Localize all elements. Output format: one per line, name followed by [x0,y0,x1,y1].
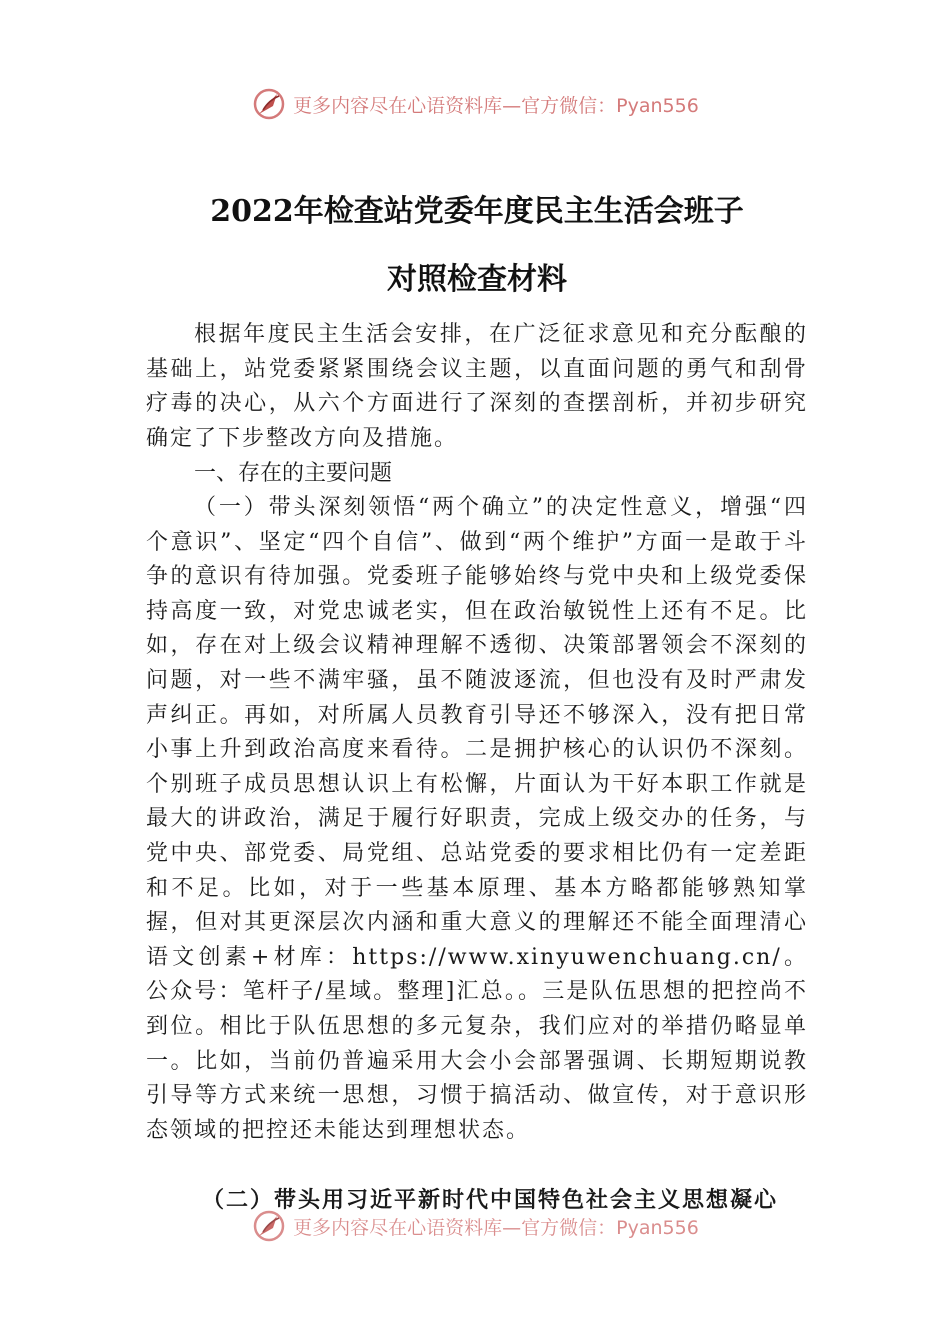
feather-logo-icon [251,86,287,122]
footer-watermark [0,1208,950,1244]
document-title-line1: 2022年检查站党委年度民主生活会班子 [210,194,744,229]
header-watermark [0,86,950,122]
section1-heading: 一、存在的主要问题 [194,461,393,486]
section1-sub2-heading: （二）带头用习近平新时代中国特色社会主义思想凝心 [202,1187,779,1213]
watermark-text: 更多内容尽在心语资料库—官方微信：Pyan556 [293,94,699,117]
feather-logo-icon [251,1208,287,1244]
intro-paragraph: 根据年度民主生活会安排，在广泛征求意见和充分酝酿的基础上，站党委紧紧围绕会议主题，以直面问题的勇气和刮骨疗毒的决心，从六个方面进行了深刻的查摆剖析，并初步研究确定了下步整改方向及措施。 [146,322,808,451]
watermark-text: 更多内容尽在心语资料库—官方微信：Pyan556 [293,1216,699,1239]
document-title-line2: 对照检查材料 [387,262,567,297]
section1-paragraph1: （一）带头深刻领悟“两个确立”的决定性意义，增强“四个意识”、坚定“四个自信”、做到“两个维护”方面一是敢于斗争的意识有待加强。党委班子能够始终与党中央和上级党委保持高度一致，对党忠诚老实，但在政治敏锐性上还有不足。比如，存在对上级会议精神理解不透彻、决策部署领会不深刻的问题，对一些不满牢骚，虽不随波逐流，但也没有及时严肃发声纠正。再如，对所属人员教育引导还不够深入，没有把日常小事上升到政治高度来看待。二是拥护核心的认识仍不深刻。个别班子成员思想认识上有松懈，片面认为干好本职工作就是最大的讲政治，满足于履行好职责，完成上级交办的任务，与党中央、部党委、局党组、总站党委的要求相比仍有一定差距和不足。比如，对于一些基本原理、基本方略都能够熟知掌握，但对其更深层次内涵和重大意义的理解还不能全面理清心语文创素+材库：https://www.xinyuwenchuang.cn/。公众号：笔杆子/星域。整理]汇总。。三是队伍思想的把控尚不到位。相比于队伍思想的多元复杂，我们应对的举措仍略显单一。比如，当前仍普遍采用大会小会部署强调、长期短期说教引导等方式来统一思想，习惯于搞活动、做宣传，对于意识形态领域的把控还未能达到理想状态。 [146,495,808,1143]
